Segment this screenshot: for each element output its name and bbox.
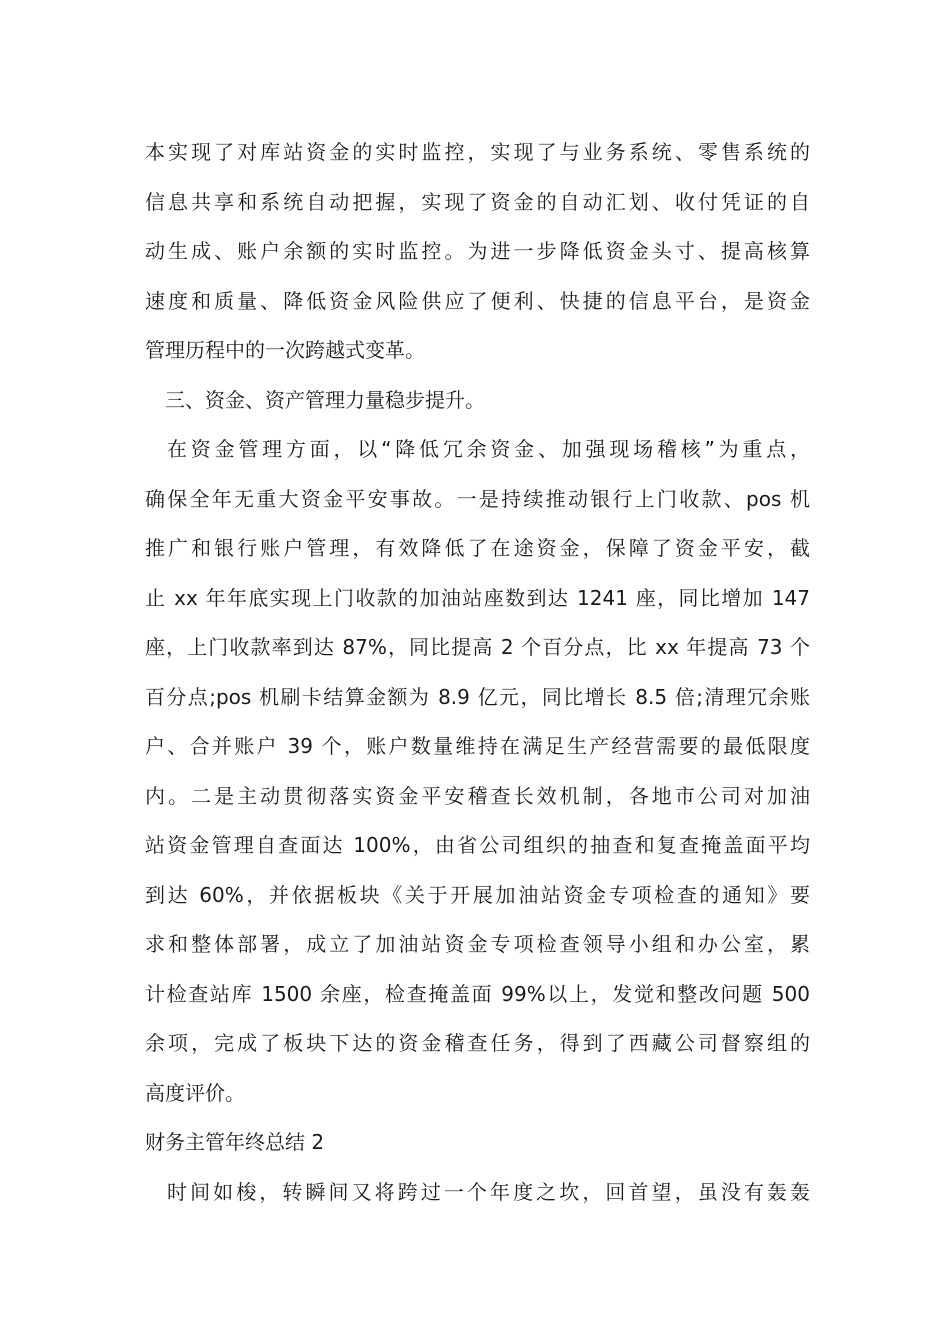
paragraph-line: 内。二是主动贯彻落实资金平安稽查长效机制，各地市公司对加油 [145, 783, 810, 808]
paragraph-line: 止 xx 年年底实现上门收款的加油站座数到达 1241 座，同比增加 147 [145, 585, 810, 610]
paragraph-line: 推广和银行账户管理，有效降低了在途资金，保障了资金平安，截 [145, 536, 810, 560]
paragraph-line: 信息共享和系统自动把握，实现了资金的自动汇划、收付凭证的自 [145, 189, 810, 214]
paragraph-review [145, 1168, 810, 1218]
paragraph-line: 时间如梭，转瞬间又将跨过一个年度之坎，回首望，虽没有轰轰 [167, 1179, 810, 1204]
section-heading-three: 三、资金、资产管理力量稳步提升。 [165, 387, 485, 412]
paragraph-line: 管理历程中的一次跨越式变革。 [145, 338, 425, 362]
paragraph-line: 户、合并账户 39 个，账户数量维持在满足生产经营需要的最低限度 [145, 734, 810, 758]
paragraph-line: 求和整体部署，成立了加油站资金专项检查领导小组和办公室，累 [145, 932, 810, 956]
paragraph-line: 到达 60%，并依据板块《关于开展加油站资金专项检查的通知》要 [145, 882, 810, 907]
paragraph-line: 本实现了对库站资金的实时监控，实现了与业务系统、零售系统的 [145, 140, 810, 164]
paragraph-line: 计检查站库 1500 余座，检查掩盖面 99%以上，发觉和整改问题 500 [145, 981, 810, 1006]
paragraph-funds-management [145, 425, 810, 1118]
paragraph-line: 高度评价。 [145, 1080, 245, 1105]
paragraph-line: 百分点;pos 机刷卡结算金额为 8.9 亿元，同比增长 8.5 倍;清理冗余账 [145, 684, 810, 709]
paragraph-line: 站资金管理自查面达 100%，由省公司组织的抽查和复查掩盖面平均 [145, 833, 810, 857]
paragraph-line: 余项，完成了板块下达的资金稽查任务，得到了西藏公司督察组的 [145, 1031, 810, 1055]
paragraph-line: 速度和质量、降低资金风险供应了便利、快捷的信息平台，是资金 [145, 288, 810, 313]
section-title: 财务主管年终总结 2 [145, 1130, 325, 1154]
document-body [145, 128, 810, 1217]
paragraph-line: 在资金管理方面，以“降低冗余资金、加强现场稽核”为重点， [167, 437, 810, 461]
paragraph-funds-monitoring [145, 128, 810, 376]
paragraph-line: 动生成、账户余额的实时监控。为进一步降低资金头寸、提高核算 [145, 239, 810, 263]
paragraph-line: 座，上门收款率到达 87%，同比提高 2 个百分点，比 xx 年提高 73 个 [145, 635, 810, 659]
paragraph-line: 确保全年无重大资金平安事故。一是持续推动银行上门收款、pos 机 [145, 486, 810, 511]
